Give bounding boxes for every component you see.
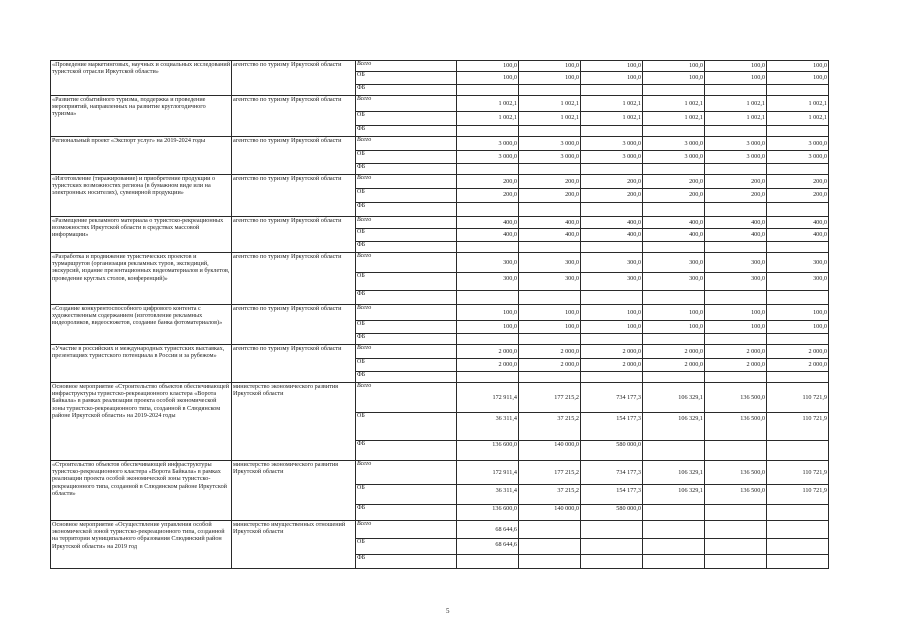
amount-cell	[519, 334, 581, 345]
amount-cell: 200,0	[705, 175, 767, 189]
amount-cell: 140 000,0	[519, 441, 581, 461]
amount-cell: 106 329,1	[643, 413, 705, 441]
table-row	[51, 305, 829, 321]
amount-cell	[519, 164, 581, 175]
amount-cell: 3 000,0	[767, 151, 829, 164]
amount-cell: 200,0	[767, 189, 829, 203]
amount-cell	[767, 291, 829, 305]
funding-source-label: ОБ	[356, 539, 457, 555]
amount-cell: 100,0	[705, 72, 767, 85]
amount-cell: 3 000,0	[457, 151, 519, 164]
funding-source-label: ФБ	[356, 334, 457, 345]
amount-cell: 100,0	[581, 72, 643, 85]
amount-cell: 110 721,9	[767, 485, 829, 505]
executor-name: агентство по туризму Иркутской области	[232, 345, 356, 383]
amount-cell: 100,0	[767, 321, 829, 334]
activity-description: Региональный проект «Экспорт услуг» на 2019-2024 годы	[51, 137, 232, 175]
amount-cell	[767, 372, 829, 383]
amount-cell	[705, 126, 767, 137]
amount-cell: 2 000,0	[643, 359, 705, 372]
amount-cell: 2 000,0	[519, 345, 581, 359]
funding-source-label: Всего	[356, 96, 457, 112]
amount-cell	[457, 126, 519, 137]
amount-cell	[581, 539, 643, 555]
activity-description: «Участие в российских и международных туристских выставках, презентациях туристского потенциала в России и за рубежом»	[51, 345, 232, 383]
amount-cell: 3 000,0	[705, 151, 767, 164]
amount-cell	[643, 242, 705, 253]
amount-cell: 200,0	[519, 189, 581, 203]
executor-name: агентство по туризму Иркутской области	[232, 217, 356, 253]
amount-cell: 3 000,0	[643, 151, 705, 164]
funding-source-label: Всего	[356, 175, 457, 189]
amount-cell: 172 911,4	[457, 461, 519, 485]
amount-cell: 100,0	[457, 305, 519, 321]
amount-cell: 100,0	[457, 61, 519, 72]
amount-cell	[519, 85, 581, 96]
table-row	[51, 383, 829, 413]
funding-source-label: ФБ	[356, 441, 457, 461]
funding-source-label: Всего	[356, 345, 457, 359]
table-row	[51, 461, 829, 485]
amount-cell: 100,0	[457, 321, 519, 334]
amount-cell	[643, 85, 705, 96]
amount-cell	[643, 505, 705, 521]
amount-cell	[643, 555, 705, 569]
page-number: 5	[446, 607, 450, 615]
financing-table	[50, 60, 829, 569]
activity-description: «Изготовление (тиражирование) и приобретение продукции о туристских возможностях региона (в бумажном виде или на электронных носителях), сувенирной продукции»	[51, 175, 232, 217]
amount-cell: 200,0	[643, 175, 705, 189]
funding-source-label: ОБ	[356, 321, 457, 334]
amount-cell: 110 721,9	[767, 461, 829, 485]
amount-cell: 3 000,0	[581, 151, 643, 164]
amount-cell	[643, 164, 705, 175]
funding-source-label: ФБ	[356, 291, 457, 305]
amount-cell: 100,0	[519, 321, 581, 334]
executor-name: министерство экономического развития Иркутской области	[232, 383, 356, 461]
amount-cell: 1 002,1	[705, 112, 767, 126]
executor-name: агентство по туризму Иркутской области	[232, 253, 356, 305]
amount-cell	[457, 372, 519, 383]
amount-cell: 200,0	[643, 189, 705, 203]
amount-cell: 300,0	[519, 253, 581, 273]
funding-source-label: Всего	[356, 61, 457, 72]
amount-cell	[581, 242, 643, 253]
amount-cell: 1 002,1	[767, 96, 829, 112]
funding-source-label: ФБ	[356, 505, 457, 521]
funding-source-label: ОБ	[356, 112, 457, 126]
amount-cell: 100,0	[643, 305, 705, 321]
table-row	[51, 61, 829, 72]
amount-cell: 400,0	[457, 217, 519, 229]
executor-name: министерство экономического развития Иркутской области	[232, 461, 356, 521]
amount-cell: 106 329,1	[643, 461, 705, 485]
amount-cell: 3 000,0	[767, 137, 829, 151]
amount-cell: 200,0	[519, 175, 581, 189]
amount-cell: 2 000,0	[767, 359, 829, 372]
amount-cell: 68 644,6	[457, 521, 519, 539]
funding-source-label: ОБ	[356, 151, 457, 164]
amount-cell	[519, 203, 581, 217]
amount-cell	[457, 334, 519, 345]
amount-cell: 300,0	[581, 253, 643, 273]
funding-source-label: ФБ	[356, 164, 457, 175]
amount-cell: 300,0	[457, 273, 519, 291]
amount-cell	[767, 334, 829, 345]
amount-cell: 177 215,2	[519, 461, 581, 485]
funding-source-label: ФБ	[356, 242, 457, 253]
amount-cell: 2 000,0	[767, 345, 829, 359]
amount-cell	[519, 242, 581, 253]
table-body	[51, 61, 829, 569]
amount-cell: 734 177,3	[581, 461, 643, 485]
amount-cell	[705, 85, 767, 96]
funding-source-label: ОБ	[356, 359, 457, 372]
amount-cell: 100,0	[519, 305, 581, 321]
amount-cell: 400,0	[767, 229, 829, 242]
amount-cell	[767, 126, 829, 137]
funding-source-label: ФБ	[356, 126, 457, 137]
amount-cell: 1 002,1	[457, 96, 519, 112]
amount-cell: 100,0	[581, 321, 643, 334]
amount-cell: 3 000,0	[519, 151, 581, 164]
activity-description: «Создание конкурентоспособного цифрового контента с художественным содержанием (изготовление рекламных видеороликов, видеосюжетов, создание банка фотоматериалов)»	[51, 305, 232, 345]
amount-cell: 37 215,2	[519, 485, 581, 505]
amount-cell	[643, 441, 705, 461]
amount-cell: 1 002,1	[581, 96, 643, 112]
amount-cell: 200,0	[767, 175, 829, 189]
amount-cell: 2 000,0	[581, 345, 643, 359]
amount-cell	[581, 85, 643, 96]
funding-source-label: Всего	[356, 253, 457, 273]
amount-cell: 400,0	[705, 217, 767, 229]
amount-cell: 3 000,0	[457, 137, 519, 151]
funding-source-label: ФБ	[356, 555, 457, 569]
funding-source-label: Всего	[356, 217, 457, 229]
amount-cell: 3 000,0	[643, 137, 705, 151]
amount-cell	[705, 441, 767, 461]
funding-source-label: ОБ	[356, 189, 457, 203]
amount-cell: 400,0	[581, 229, 643, 242]
amount-cell: 2 000,0	[705, 359, 767, 372]
activity-description: «Развитие событийного туризма, поддержка и проведение мероприятий, направленных на развитие круглогодичного туризма»	[51, 96, 232, 137]
executor-name: агентство по туризму Иркутской области	[232, 137, 356, 175]
amount-cell: 100,0	[581, 305, 643, 321]
activity-description: «Разработка и продвижение туристических проектов и турмаршрутов (организация рекламных туров, экспедиций, экскурсий, издание презентационных видеоматериалов и буклетов, проведение круглых столов, конференций)»	[51, 253, 232, 305]
amount-cell	[581, 334, 643, 345]
amount-cell: 580 000,0	[581, 441, 643, 461]
amount-cell: 110 721,9	[767, 383, 829, 413]
funding-source-label: ОБ	[356, 72, 457, 85]
amount-cell: 1 002,1	[581, 112, 643, 126]
amount-cell	[767, 505, 829, 521]
amount-cell: 400,0	[643, 217, 705, 229]
activity-description: Основное мероприятие «Строительство объектов обеспечивающей инфраструктуры туристско-рекреационного кластера «Ворота Байкала» в рамках реализации проекта особой экономической зоны туристско-рекреационного типа, созданной в Слюдянском районе Иркутской области» на 2019-2024 годы	[51, 383, 232, 461]
amount-cell: 100,0	[705, 305, 767, 321]
amount-cell: 106 329,1	[643, 383, 705, 413]
amount-cell: 400,0	[519, 217, 581, 229]
amount-cell: 300,0	[767, 253, 829, 273]
amount-cell	[519, 126, 581, 137]
table-row	[51, 137, 829, 151]
amount-cell	[643, 521, 705, 539]
amount-cell: 2 000,0	[643, 345, 705, 359]
amount-cell	[581, 164, 643, 175]
amount-cell: 400,0	[581, 217, 643, 229]
amount-cell	[581, 521, 643, 539]
funding-source-label: Всего	[356, 305, 457, 321]
amount-cell: 734 177,3	[581, 383, 643, 413]
amount-cell: 136 500,0	[705, 413, 767, 441]
amount-cell: 300,0	[643, 253, 705, 273]
funding-source-label: ОБ	[356, 273, 457, 291]
amount-cell: 36 311,4	[457, 413, 519, 441]
amount-cell: 100,0	[705, 321, 767, 334]
amount-cell	[457, 203, 519, 217]
amount-cell: 3 000,0	[581, 137, 643, 151]
amount-cell: 300,0	[705, 273, 767, 291]
amount-cell	[643, 203, 705, 217]
amount-cell: 177 215,2	[519, 383, 581, 413]
amount-cell	[767, 85, 829, 96]
amount-cell	[519, 291, 581, 305]
amount-cell	[705, 334, 767, 345]
amount-cell: 136 500,0	[705, 485, 767, 505]
amount-cell: 100,0	[581, 61, 643, 72]
activity-description: «Размещение рекламного материала о туристско-рекреационных возможностях Иркутской области в средствах массовой информации»	[51, 217, 232, 253]
amount-cell	[767, 521, 829, 539]
amount-cell	[705, 505, 767, 521]
amount-cell: 200,0	[705, 189, 767, 203]
amount-cell: 106 329,1	[643, 485, 705, 505]
amount-cell: 300,0	[705, 253, 767, 273]
amount-cell: 136 600,0	[457, 441, 519, 461]
amount-cell: 100,0	[643, 321, 705, 334]
amount-cell: 100,0	[643, 61, 705, 72]
amount-cell	[767, 164, 829, 175]
amount-cell	[457, 85, 519, 96]
executor-name: агентство по туризму Иркутской области	[232, 96, 356, 137]
executor-name: агентство по туризму Иркутской области	[232, 305, 356, 345]
amount-cell: 3 000,0	[705, 137, 767, 151]
amount-cell	[457, 555, 519, 569]
amount-cell: 37 215,2	[519, 413, 581, 441]
amount-cell	[643, 291, 705, 305]
amount-cell: 2 000,0	[457, 359, 519, 372]
amount-cell: 300,0	[643, 273, 705, 291]
amount-cell: 400,0	[767, 217, 829, 229]
funding-source-label: Всего	[356, 137, 457, 151]
amount-cell: 400,0	[705, 229, 767, 242]
amount-cell: 200,0	[457, 189, 519, 203]
amount-cell	[581, 372, 643, 383]
amount-cell: 2 000,0	[705, 345, 767, 359]
amount-cell	[581, 203, 643, 217]
amount-cell: 300,0	[519, 273, 581, 291]
amount-cell: 1 002,1	[643, 112, 705, 126]
amount-cell: 154 177,3	[581, 413, 643, 441]
amount-cell	[581, 555, 643, 569]
activity-description: «Проведение маркетинговых, научных и социальных исследований туристской отрасли Иркутской области»	[51, 61, 232, 96]
amount-cell: 136 500,0	[705, 461, 767, 485]
amount-cell: 400,0	[457, 229, 519, 242]
funding-source-label: Всего	[356, 383, 457, 413]
amount-cell	[705, 203, 767, 217]
table-row	[51, 521, 829, 539]
amount-cell	[705, 555, 767, 569]
funding-source-label: Всего	[356, 521, 457, 539]
amount-cell: 1 002,1	[457, 112, 519, 126]
amount-cell: 172 911,4	[457, 383, 519, 413]
amount-cell	[457, 291, 519, 305]
amount-cell: 100,0	[519, 61, 581, 72]
amount-cell	[705, 291, 767, 305]
amount-cell: 200,0	[457, 175, 519, 189]
amount-cell: 100,0	[767, 72, 829, 85]
amount-cell	[519, 372, 581, 383]
amount-cell: 2 000,0	[519, 359, 581, 372]
amount-cell: 400,0	[643, 229, 705, 242]
amount-cell: 154 177,3	[581, 485, 643, 505]
amount-cell	[767, 539, 829, 555]
funding-source-label: ОБ	[356, 229, 457, 242]
amount-cell: 100,0	[705, 61, 767, 72]
amount-cell	[457, 164, 519, 175]
amount-cell: 200,0	[581, 189, 643, 203]
amount-cell: 1 002,1	[519, 96, 581, 112]
amount-cell: 100,0	[767, 61, 829, 72]
table-row	[51, 217, 829, 229]
amount-cell: 36 311,4	[457, 485, 519, 505]
amount-cell	[519, 555, 581, 569]
table-row	[51, 345, 829, 359]
amount-cell: 100,0	[519, 72, 581, 85]
amount-cell: 140 000,0	[519, 505, 581, 521]
amount-cell	[767, 555, 829, 569]
amount-cell	[705, 242, 767, 253]
amount-cell: 136 500,0	[705, 383, 767, 413]
amount-cell: 2 000,0	[457, 345, 519, 359]
amount-cell	[457, 242, 519, 253]
table-row	[51, 96, 829, 112]
amount-cell	[581, 126, 643, 137]
funding-source-label: ОБ	[356, 413, 457, 441]
amount-cell: 3 000,0	[519, 137, 581, 151]
amount-cell	[705, 539, 767, 555]
amount-cell: 580 000,0	[581, 505, 643, 521]
amount-cell: 100,0	[457, 72, 519, 85]
amount-cell: 1 002,1	[643, 96, 705, 112]
amount-cell: 136 600,0	[457, 505, 519, 521]
funding-source-label: ФБ	[356, 85, 457, 96]
funding-source-label: ФБ	[356, 203, 457, 217]
amount-cell	[519, 539, 581, 555]
amount-cell	[643, 539, 705, 555]
amount-cell	[519, 521, 581, 539]
amount-cell: 1 002,1	[705, 96, 767, 112]
amount-cell	[705, 164, 767, 175]
amount-cell	[643, 372, 705, 383]
amount-cell: 300,0	[581, 273, 643, 291]
table-row	[51, 175, 829, 189]
activity-description: Основное мероприятие «Осуществление управления особой экономической зоной туристско-рекреационного типа, созданной на территории муниципального образования Слюдянский район Иркутской области» на 2019 год	[51, 521, 232, 569]
amount-cell	[581, 291, 643, 305]
amount-cell: 2 000,0	[581, 359, 643, 372]
funding-source-label: ОБ	[356, 485, 457, 505]
amount-cell	[643, 126, 705, 137]
amount-cell: 300,0	[767, 273, 829, 291]
amount-cell	[705, 521, 767, 539]
amount-cell: 100,0	[643, 72, 705, 85]
amount-cell: 1 002,1	[519, 112, 581, 126]
amount-cell: 68 644,6	[457, 539, 519, 555]
funding-source-label: ФБ	[356, 372, 457, 383]
amount-cell	[643, 334, 705, 345]
executor-name: агентство по туризму Иркутской области	[232, 61, 356, 96]
amount-cell: 400,0	[519, 229, 581, 242]
amount-cell	[767, 203, 829, 217]
amount-cell: 200,0	[581, 175, 643, 189]
executor-name: агентство по туризму Иркутской области	[232, 175, 356, 217]
amount-cell: 1 002,1	[767, 112, 829, 126]
amount-cell	[767, 242, 829, 253]
activity-description: «Строительство объектов обеспечивающей инфраструктуры туристско-рекреационного кластера «Ворота Байкала» в рамках реализации проекта особой экономической зоны туристско-рекреационного типа, созданной в Слюдянском районе Иркутской области»	[51, 461, 232, 521]
amount-cell: 110 721,9	[767, 413, 829, 441]
amount-cell	[767, 441, 829, 461]
amount-cell	[705, 372, 767, 383]
amount-cell: 300,0	[457, 253, 519, 273]
funding-source-label: Всего	[356, 461, 457, 485]
table-row	[51, 253, 829, 273]
executor-name: министерство имущественных отношений Иркутской области	[232, 521, 356, 569]
amount-cell: 100,0	[767, 305, 829, 321]
